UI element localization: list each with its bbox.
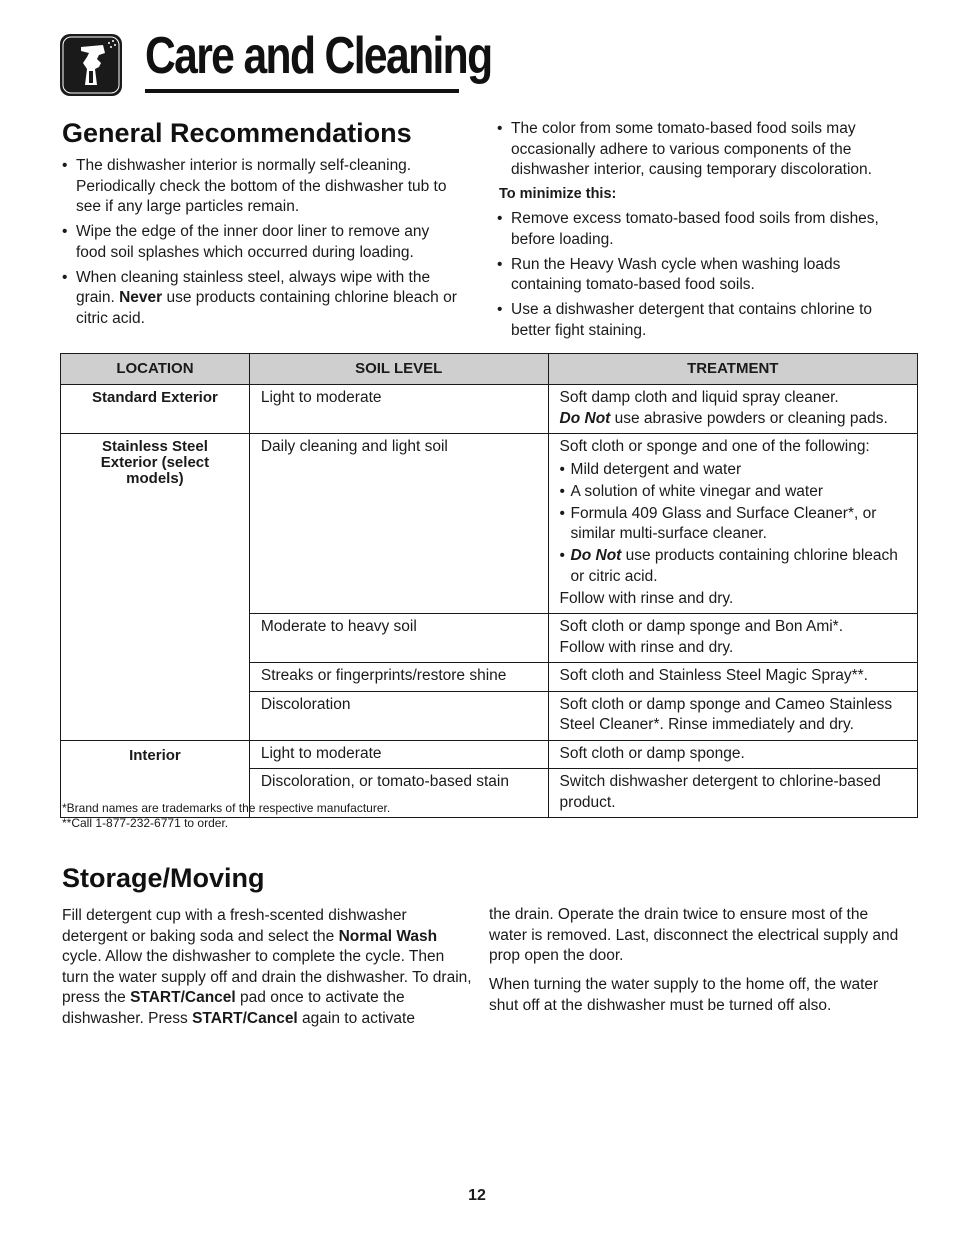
treatment-cell: [548, 769, 917, 818]
text-run: cycle. Allow the dishwasher to complete the cycle. Then turn the water supply off and drain the dishwasher. To drain, press the: [62, 948, 472, 1006]
emphasis-text: Do Not: [559, 409, 611, 427]
text-run: Switch dishwasher detergent to chlorine-based product.: [559, 773, 881, 811]
general-recommendations-heading: General Recommendations: [62, 118, 412, 148]
list-item: [497, 255, 907, 296]
care-table-body: [61, 385, 918, 818]
treatment-cell: [548, 663, 917, 692]
soil-level-cell: Light to moderate: [249, 385, 548, 434]
text-run: Follow with rinse and dry.: [559, 638, 734, 656]
text-run: When cleaning stainless steel, always wipe with the grain.: [76, 268, 431, 306]
emphasis-text: Normal Wash: [338, 927, 438, 945]
list-item: [62, 268, 462, 330]
storage-moving-heading: Storage/Moving: [62, 863, 265, 893]
text-run: Soft cloth or damp sponge and Cameo Stainless Steel Cleaner*. Rinse immediately and dry.: [559, 695, 893, 733]
soil-level-cell: Streaks or fingerprints/restore shine: [249, 663, 548, 692]
soil-level-cell: Light to moderate: [249, 740, 548, 769]
table-header-row: [61, 354, 918, 385]
text-run: A solution of white vinegar and water: [570, 482, 823, 500]
text-run: Wipe the edge of the inner door liner to remove any food soil splashes which occurred during loading.: [76, 223, 430, 261]
list-item: [560, 460, 912, 481]
list-item: [62, 156, 462, 218]
treatment-cell: [548, 740, 917, 769]
text-run: use abrasive powders or cleaning pads.: [610, 409, 888, 427]
text-run: Run the Heavy Wash cycle when washing loads containing tomato-based food soils.: [511, 255, 841, 293]
general-right-intro: [497, 119, 897, 185]
treatment-cell: [548, 434, 917, 614]
header-soil-level: SOIL LEVEL: [249, 354, 548, 385]
storage-left-paragraph: [62, 906, 472, 1029]
header-treatment: TREATMENT: [548, 354, 917, 385]
soil-level-cell: Daily cleaning and light soil: [249, 434, 548, 614]
list-item: [497, 209, 907, 250]
treatment-line: [560, 437, 912, 458]
text-run: Soft cloth or sponge and one of the following:: [559, 438, 870, 455]
treatment-line: [560, 744, 912, 765]
text-run: use products containing chlorine bleach or citric acid.: [570, 547, 898, 585]
text-run: Fill detergent cup with a fresh-scented dishwasher detergent or baking soda and select the: [62, 907, 407, 945]
soil-level-cell: Discoloration, or tomato-based stain: [249, 769, 548, 818]
text-run: Soft cloth and Stainless Steel Magic Spray**.: [559, 667, 868, 684]
treatment-cell: [548, 385, 917, 434]
list-item: [560, 504, 912, 545]
general-left-list: [62, 156, 462, 334]
title-underline: [145, 89, 459, 93]
text-run: Soft cloth or damp sponge and Bon Ami*.: [559, 618, 844, 635]
page-title: Care and Cleaning: [145, 27, 492, 85]
text-run: Soft cloth or damp sponge.: [559, 744, 745, 762]
care-table: [60, 353, 918, 818]
table-row: [61, 740, 918, 769]
minimize-label: To minimize this:: [499, 186, 617, 202]
text-run: use products containing chlorine bleach or citric acid.: [76, 289, 457, 327]
table-row: [61, 434, 918, 614]
emphasis-text: Never: [119, 289, 163, 306]
soil-level-cell: Moderate to heavy soil: [249, 614, 548, 663]
spray-bottle-icon: [59, 33, 123, 97]
list-item: [497, 300, 907, 341]
text-run: Formula 409 Glass and Surface Cleaner*, or similar multi-surface cleaner.: [570, 504, 877, 542]
treatment-line: [560, 695, 912, 736]
storage-right-paragraph-2: When turning the water supply to the home off, the water shut off at the dishwasher must be turned off also.: [489, 976, 879, 1014]
emphasis-text: Do Not: [570, 547, 622, 564]
text-run: Follow with rinse and dry.: [559, 589, 734, 607]
emphasis-text: START/Cancel: [192, 1009, 298, 1027]
text-run: Use a dishwasher detergent that contains chlorine to better fight staining.: [511, 301, 873, 339]
list-item: [497, 119, 897, 181]
text-run: Soft damp cloth and liquid spray cleaner.: [559, 389, 839, 406]
text-run: The dishwasher interior is normally self-cleaning. Periodically check the bottom of the dishwasher tub to see if any large particles remain.: [76, 157, 447, 215]
list-item: [560, 546, 912, 587]
location-cell: Stainless Steel Exterior (select models): [61, 434, 250, 741]
general-right-list: [497, 209, 907, 346]
location-cell: Standard Exterior: [61, 385, 250, 434]
treatment-line: [560, 589, 912, 610]
location-cell: Interior: [61, 740, 250, 818]
treatment-line: [560, 638, 912, 659]
text-run: Mild detergent and water: [570, 460, 742, 478]
text-run: The color from some tomato-based food soils may occasionally adhere to various components of the dishwasher interior, causing temporary discoloration.: [511, 120, 872, 178]
treatment-line: [560, 409, 912, 430]
treatment-line: [560, 666, 912, 687]
treatment-line: [560, 617, 912, 638]
treatment-cell: [548, 614, 917, 663]
treatment-cell: [548, 691, 917, 740]
table-row: [61, 385, 918, 434]
emphasis-text: START/Cancel: [130, 989, 236, 1006]
text-run: Remove excess tomato-based food soils from dishes, before loading.: [511, 210, 879, 248]
treatment-line: [560, 388, 912, 409]
list-item: [62, 222, 462, 263]
text-run: again to activate: [297, 1009, 415, 1027]
storage-right-paragraph-1: the drain. Operate the drain twice to ensure most of the water is removed. Last, disconnect the electrical supply and prop open the door.: [489, 906, 899, 964]
list-item: [560, 482, 912, 503]
header-location: LOCATION: [61, 354, 250, 385]
treatment-line: [560, 772, 912, 813]
soil-level-cell: Discoloration: [249, 691, 548, 740]
footnote-order: **Call 1-877-232-6771 to order.: [62, 815, 229, 830]
text-run: pad once to activate the dishwasher. Press: [62, 989, 405, 1027]
page-number: 12: [468, 1187, 486, 1204]
footnotes: [62, 801, 390, 830]
footnote-trademarks: *Brand names are trademarks of the respective manufacturer.: [62, 801, 391, 815]
treatment-options-list: [560, 460, 912, 588]
